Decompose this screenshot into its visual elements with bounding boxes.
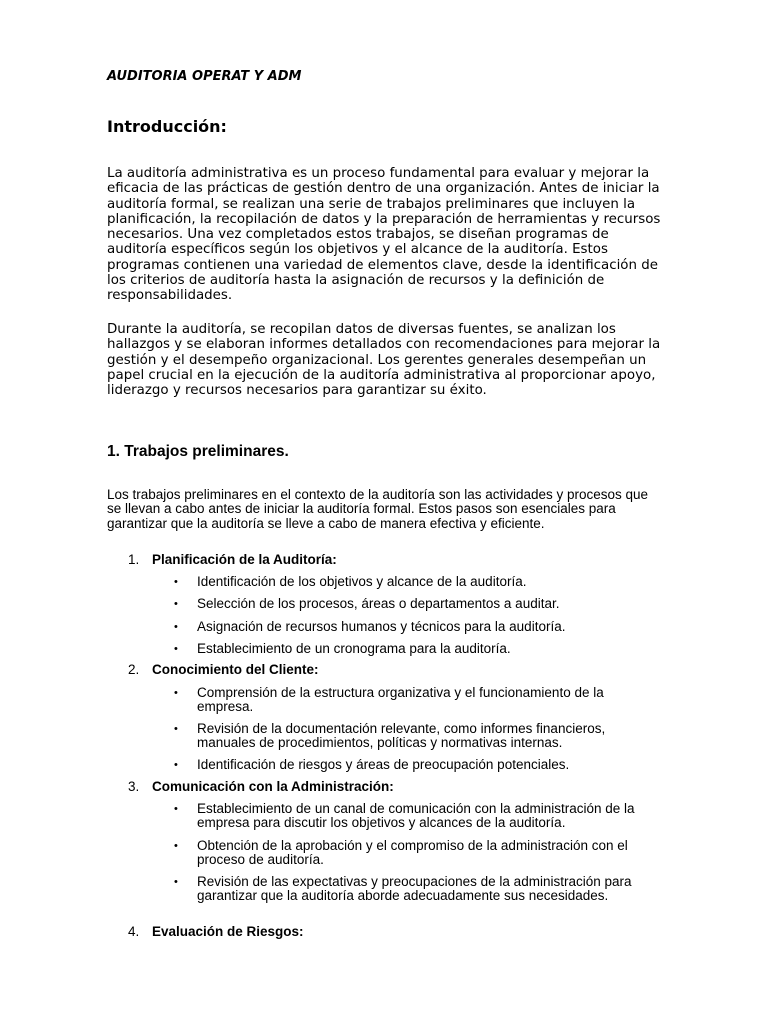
section-1-heading: 1. Trabajos preliminares. [107,443,289,460]
list-item-label: Evaluación de Riesgos: [152,924,304,939]
intro-paragraph-1: La auditoría administrativa es un proceso fundamental para evaluar y mejorar la eficacia de las prácticas de gestión dentro de una organización. Antes de iniciar la auditoría formal, se realizan una serie de trabajos preliminares que incluyen la planificación, la recopilación de datos y la preparación de herramientas y recursos necesarios. Una vez completados estos trabajos, se diseñan programas de auditoría específicos según los objetivos y el alcance de la auditoría. Estos programas contienen una variedad de elementos clave, desde la identificación de los criterios de auditoría hasta la asignación de recursos y la definición de responsabilidades. [107,166,661,304]
list-item-number: 3. [128,779,140,794]
bullet-icon: • [174,621,178,633]
bullet-text: Revisión de la documentación relevante, como informes financieros, manuales de procedimientos, políticas y normativas internas. [197,721,606,751]
list-item-label: Conocimiento del Cliente: [152,662,319,677]
bullet-icon: • [174,803,178,815]
bullet-text: Establecimiento de un canal de comunicación con la administración de la empresa para discutir los objetivos y alcances de la auditoría. [197,801,635,831]
bullet-text: Revisión de las expectativas y preocupaciones de la administración para garantizar que la auditoría aborde adecuadamente sus necesidades. [197,874,632,904]
list-item-number: 4. [128,924,140,939]
list-item-label: Comunicación con la Administración: [152,779,394,794]
bullet-icon: • [174,598,178,610]
bullet-icon: • [174,687,178,699]
list-item-planificacion [128,553,668,567]
list-item-label: Planificación de la Auditoría: [152,552,337,567]
intro-paragraph-2: Durante la auditoría, se recopilan datos de diversas fuentes, se analizan los hallazgos y se elaboran informes detallados con recomendaciones para mejorar la gestión y el desempeño organizacional. Los gerentes generales desempeñan un papel crucial en la ejecución de la auditoría administrativa al proporcionar apoyo, liderazgo y recursos necesarios para garantizar su éxito. [107,322,661,399]
bullet-text: Comprensión de la estructura organizativa y el funcionamiento de la empresa. [197,685,604,715]
section-1-paragraph: Los trabajos preliminares en el contexto de la auditoría son las actividades y procesos que se llevan a cabo antes de iniciar la auditoría formal. Estos pasos son esenciales para garantizar que la auditoría se lleve a cabo de manera efectiva y eficiente. [107,487,649,531]
bullet-text: Establecimiento de un cronograma para la auditoría. [197,641,511,656]
bullet-text: Asignación de recursos humanos y técnicos para la auditoría. [197,619,566,634]
document-title: AUDITORIA OPERAT Y ADM [107,69,302,84]
bullet-text: Identificación de riesgos y áreas de preocupación potenciales. [197,757,570,772]
bullet-icon: • [174,723,178,735]
bullet-text: Obtención de la aprobación y el compromiso de la administración con el proceso de auditoría. [197,838,628,868]
list-item-evaluacion [128,925,668,939]
list-item-conocimiento [128,663,668,677]
bullet-text: Identificación de los objetivos y alcance de la auditoría. [197,574,527,589]
bullet-icon: • [174,643,178,655]
bullet-icon: • [174,876,178,888]
intro-heading: Introducción: [107,117,227,136]
list-item-comunicacion [128,780,668,794]
list-item-number: 1. [128,552,140,567]
list-item-number: 2. [128,662,140,677]
bullet-text: Selección de los procesos, áreas o departamentos a auditar. [197,596,560,611]
bullet-icon: • [174,576,178,588]
bullet-icon: • [174,759,178,771]
bullet-icon: • [174,840,178,852]
